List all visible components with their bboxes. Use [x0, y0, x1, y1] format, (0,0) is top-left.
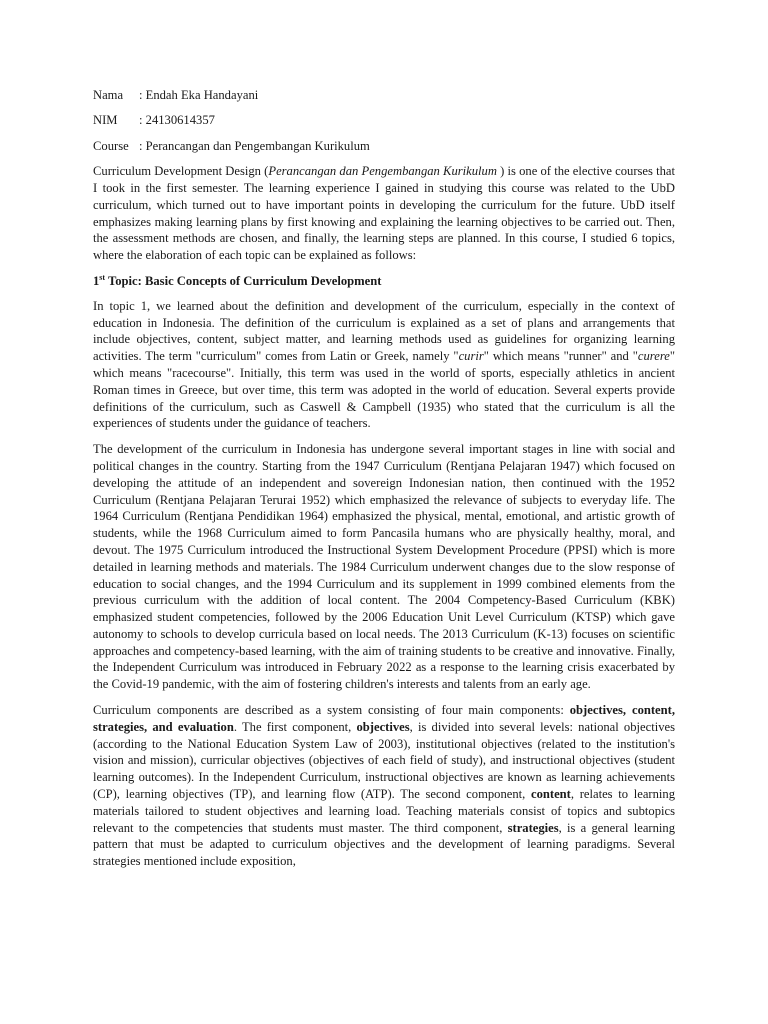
name-label: Nama [93, 88, 124, 102]
document-page [93, 87, 675, 879]
name-value: : Endah Eka Handayani [139, 88, 259, 102]
p1-text-c: " which means "racecourse". Initially, this term was used in the world of sports, especially athletics in ancient Roman times in Greece, but over time, this term was adopted in the world of education. Several experts provide definitions of the curriculum, such as Caswell & Campbell (1935) who stated that the curriculum is all the experiences of students under the guidance of teachers. [93, 349, 675, 431]
heading-number: 1 [93, 273, 100, 288]
p3-bold-content: content [530, 787, 571, 802]
meta-course-row [93, 138, 675, 155]
meta-name-row [93, 87, 675, 104]
p3-text-e: , relates to learning materials tailored to student objectives and learning load. Teaching materials consist of topics and subtopics relevant to the competencies that students must master. The third component, [93, 787, 675, 835]
p1-italic-curir: curir [458, 349, 484, 364]
heading-text: Topic: Basic Concepts of Curriculum Development [105, 273, 382, 288]
topic-1-heading [93, 273, 675, 290]
p3-bold-objectives: objectives [356, 719, 410, 734]
p3-bold-strategies: strategies [507, 820, 559, 835]
intro-text-1: Curriculum Development Design ( [93, 164, 269, 179]
p3-text-a: Curriculum components are described as a system consisting of four main components: [93, 703, 570, 718]
course-label: Course [93, 138, 129, 153]
nim-label: NIM [93, 113, 118, 128]
p3-text-d: , is divided into several levels: national objectives (according to the National Education System Law of 2003), institutional objectives (related to the institution's vision and mission), curricular objectives (objectives of each field of study), and instructional objectives (student learning outcomes). In the Independent Curriculum, instructional objectives are known as learning achievements (CP), learning objectives (TP), and learning flow (ATP). The second component, [93, 719, 675, 802]
p3-text-c: . The first component, [233, 719, 357, 734]
p1-text-b: " which means "runner" and " [483, 349, 638, 364]
intro-italic-title: Perancangan dan Pengembangan Kurikulum [268, 164, 497, 179]
course-value: : Perancangan dan Pengembangan Kurikulum [139, 138, 370, 153]
topic-1-paragraph-2: The development of the curriculum in Indonesia has undergone several important stages in line with social and political changes in the country. Starting from the 1947 Curriculum (Rentjana Pelajaran 1947) which focused on developing the attitude of an independent and sovereign Indonesian nation, then continued with the 1952 Curriculum (Rentjana Pelajaran Terurai 1952) which emphasized the relevance of subjects to everyday life. The 1964 Curriculum (Rentjana Pendidikan 1964) emphasized the physical, mental, emotional, and artistic growth of students, while the 1968 Curriculum aimed to form Pancasila humans who are physically healthy, moral, and devout. The 1975 Curriculum introduced the Instructional System Development Procedure (PPSI) which is more detailed in learning methods and materials. The 1984 Curriculum underwent changes due to the slow response of education to social changes, and the 1994 Curriculum and its supplement in 1999 combined elements from the previous curriculum with the addition of local content. The 2004 Competency-Based Curriculum (KBK) emphasized student competencies, followed by the 2006 Education Unit Level Curriculum (KTSP) which gave autonomy to schools to develop curricula based on local needs. The 2013 Curriculum (K-13) focuses on scientific approaches and competency-based learning, with the aim of training students to be creative and innovative. Finally, the Independent Curriculum was introduced in February 2022 as a response to the learning crisis exacerbated by the Covid-19 pandemic, with the aim of fostering children's interests and talents from an early age. [93, 442, 675, 692]
p3-text-f: , is a general learning pattern that must be adapted to curriculum objectives and the development of learning paradigms. Several strategies mentioned include exposition, [93, 820, 676, 869]
p1-text-a: In topic 1, we learned about the definition and development of the curriculum, especially in the context of education in Indonesia. The definition of the curriculum is explained as a set of plans and arrangements that include objectives, content, subject matter, and learning methods used as guidelines for organizing learning activities. The term "curriculum" comes from Latin or Greek, namely " [93, 298, 675, 364]
heading-ordinal-suffix: st [99, 272, 106, 282]
meta-nim-row [93, 112, 675, 129]
topic-1-paragraph-3 [93, 702, 675, 870]
p3-bold-components: objectives, content, strategies, and evaluation [93, 703, 675, 734]
nim-value: : 24130614357 [139, 113, 215, 128]
p1-italic-curere: curere [637, 349, 670, 364]
intro-text-2: ) is one of the elective courses that I took in the first semester. The learning experience I gained in studying this course was related to the UbD curriculum, which turned out to have important points in developing the curriculum for the future. UbD itself emphasizes making learning plans by first knowing and explaining the learning objectives to be carried out. Then, the assessment methods are chosen, and finally, the learning steps are planned. In this course, I studied 6 topics, where the elaboration of each topic can be explained as follows: [93, 164, 675, 263]
topic-1-paragraph-1 [93, 298, 675, 432]
intro-paragraph [93, 163, 675, 264]
